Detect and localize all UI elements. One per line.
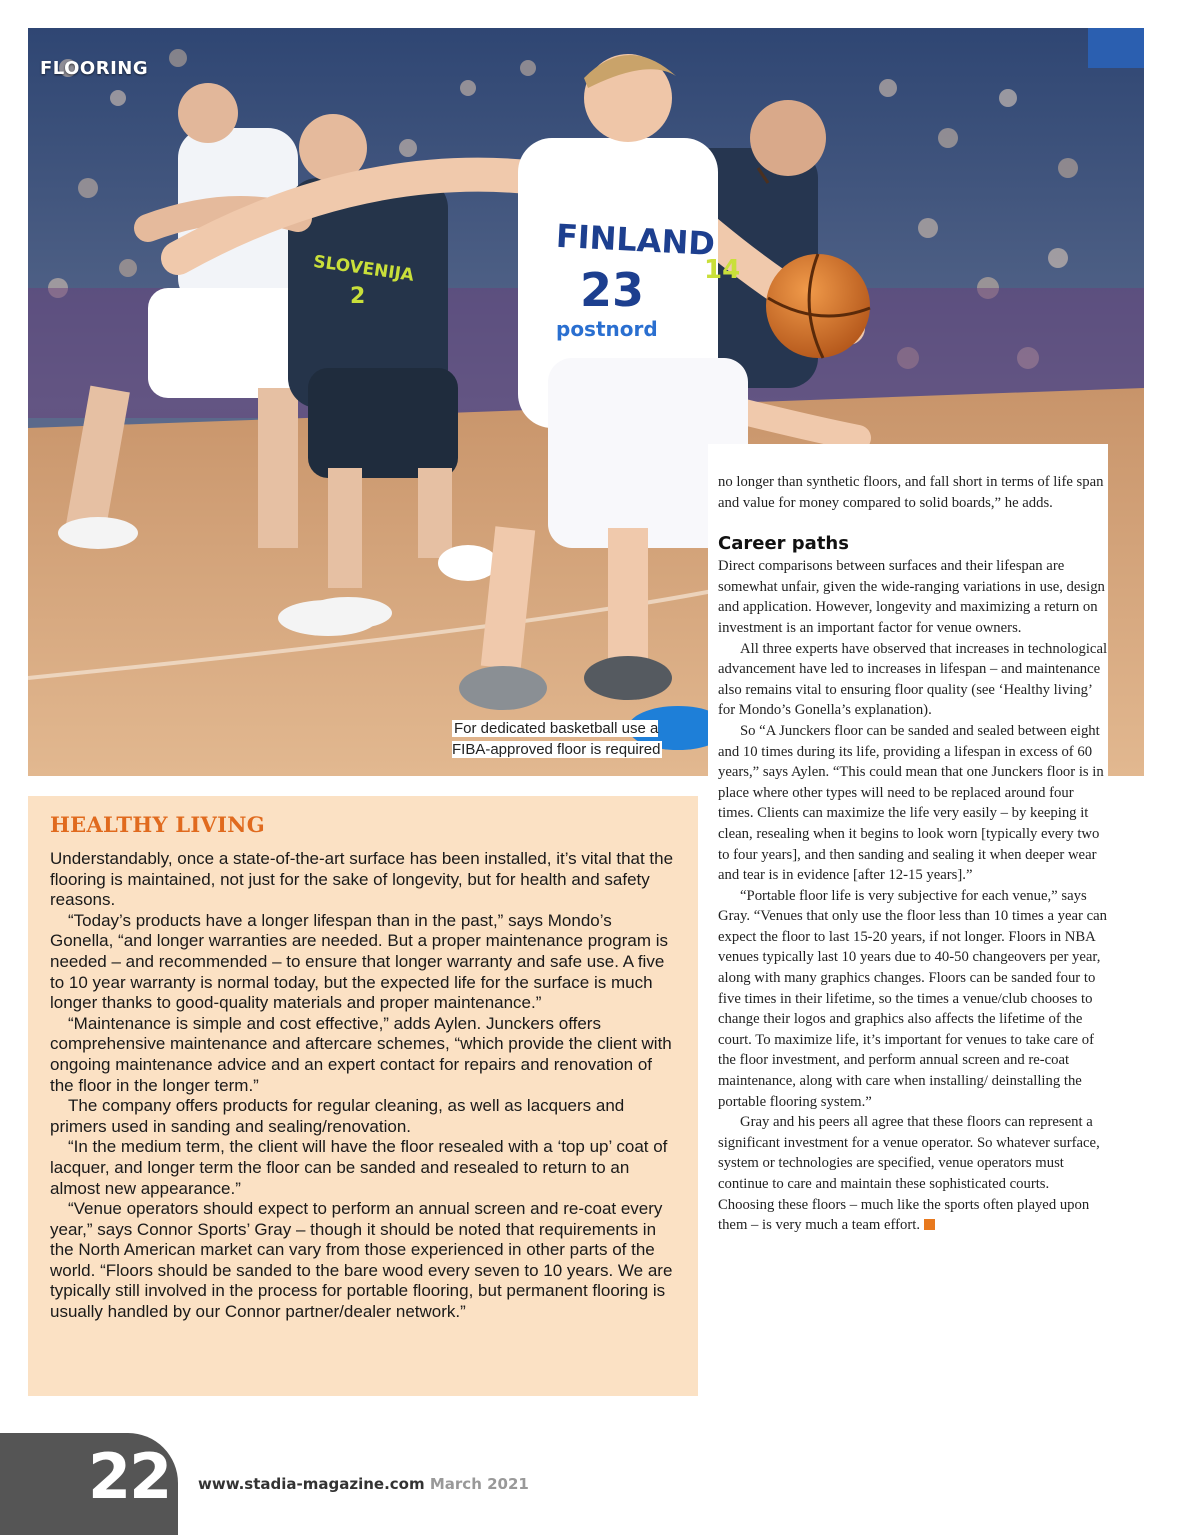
article-paragraph: So “A Junckers floor can be sanded and sealed between eight and 10 times during its life, providing a lifespan in excess of 60 years,” says Aylen. “This could mean that one Junckers floor is in place where other types will need to be replaced around four times. Clients can maximize the life very easily – by keeping it clean, resealing when it begins to look worn [typically every two to four years], and then sanding and sealing it when deeper wear and tear is in evidence [after 12-15 years].”	[718, 722, 1104, 884]
article-paragraph: Direct comparisons between surfaces and their lifespan are somewhat unfair, given the wide-ranging variations in use, design and application. However, longevity and maximizing a return on investment is an important factor for venue owners.	[718, 558, 1105, 636]
article-paragraph: All three experts have observed that increases in technological advancement have led to increases in lifespan – and maintenance also remains vital to ensuring floor quality (see ‘Healthy living’ for Mondo’s Gonella’s explanation).	[718, 640, 1108, 719]
article-paragraph: “Portable floor life is very subjective for each venue,” says Gray. “Venues that only use the floor less than 10 times a year can expect the floor to last 15-20 years, if not longer. Floors in NBA venues typically last 10 years due to 40-50 changeovers per year, along with many graphics changes. Floors can be sanded four to five times in their lifetime, so the times a venue/club chooses to change their logos and graphics also affects the lifetime of the court. To maximize life, it’s important for venues to take care of the floor investment, and perform annual screen and re-coat maintenance, along with care when installing/ deinstalling the portable flooring system.”	[718, 887, 1107, 1110]
healthy-living-paragraph: “In the medium term, the client will have the floor resealed with a ‘top up’ coat of lacquer, and longer term the floor can be sanded and resealed to return to an almost new appearance.”	[50, 1137, 668, 1198]
jersey-team-opponent: SLOVENIJA	[312, 251, 416, 286]
footer	[198, 1475, 529, 1493]
article-lead-paragraph: no longer than synthetic floors, and fall short in terms of life span and value for money compared to solid boards,” he adds.	[718, 474, 1104, 511]
footer-url[interactable]: www.stadia-magazine.com	[198, 1475, 425, 1493]
healthy-living-paragraph: The company offers products for regular cleaning, as well as lacquers and primers used in sanding and sealing/renovation.	[50, 1096, 625, 1136]
healthy-living-title: HEALTHY LIVING	[50, 812, 265, 837]
jersey-number-opponent-right: 14	[704, 255, 741, 285]
healthy-living-paragraph: “Maintenance is simple and cost effective,” adds Aylen. Junckers offers comprehensive maintenance and aftercare schemes, “which provide the client with ongoing maintenance advice and an expert contact for repairs and renovation of the floor in the longer term.”	[50, 1013, 672, 1095]
healthy-living-sidebar	[28, 796, 698, 1396]
photo-caption	[452, 718, 694, 760]
healthy-living-paragraph: Understandably, once a state-of-the-art surface has been installed, it’s vital that the flooring is maintained, not just for the sake of longevity, but for health and safety reasons.	[50, 849, 674, 910]
healthy-living-paragraph: “Today’s products have a longer lifespan than in the past,” says Mondo’s Gonella, “and longer warranties are needed. But a proper maintenance program is needed – and recommended – to ensure that longer warranty and safe use. A five to 10 year warranty is normal today, but the expected life for the surface is much longer thanks to good-quality materials and proper maintenance.”	[50, 910, 669, 1013]
section-label: FLOORING	[40, 58, 149, 79]
jersey-team-main: FINLAND	[555, 216, 716, 264]
jersey-number-opponent-left: 2	[350, 284, 366, 309]
jersey-number-main: 23	[580, 263, 645, 317]
end-of-article-icon	[924, 1219, 935, 1230]
footer-date: March 2021	[429, 1475, 529, 1493]
article-heading: Career paths	[718, 533, 849, 555]
jersey-sponsor-main: postnord	[556, 317, 658, 341]
article-column	[708, 444, 1108, 1414]
healthy-living-paragraph: “Venue operators should expect to perform an annual screen and re-coat every year,” says Connor Sports’ Gray – though it should be noted that requirements in the North American market can vary from those experienced in other parts of the world. “Floors should be sanded to the bare wood every seven to 10 years. We are typically still involved in the process for portable flooring, but permanent flooring is usually handled by our Connor partner/dealer network.”	[50, 1199, 673, 1322]
page-number: 22	[88, 1440, 171, 1513]
article-paragraph-final	[718, 1112, 1108, 1236]
article-paragraph-final-text: Gray and his peers all agree that these floors can represent a significant investment for a venue operator. So whatever surface, system or technologies are specified, venue operators must continue to care and maintain these sophisticated courts. Choosing these floors – much like the sports often played upon them – is very much a team effort.	[718, 1114, 1100, 1234]
photo-caption-text: For dedicated basketball use a FIBA-approved floor is required	[452, 720, 661, 758]
